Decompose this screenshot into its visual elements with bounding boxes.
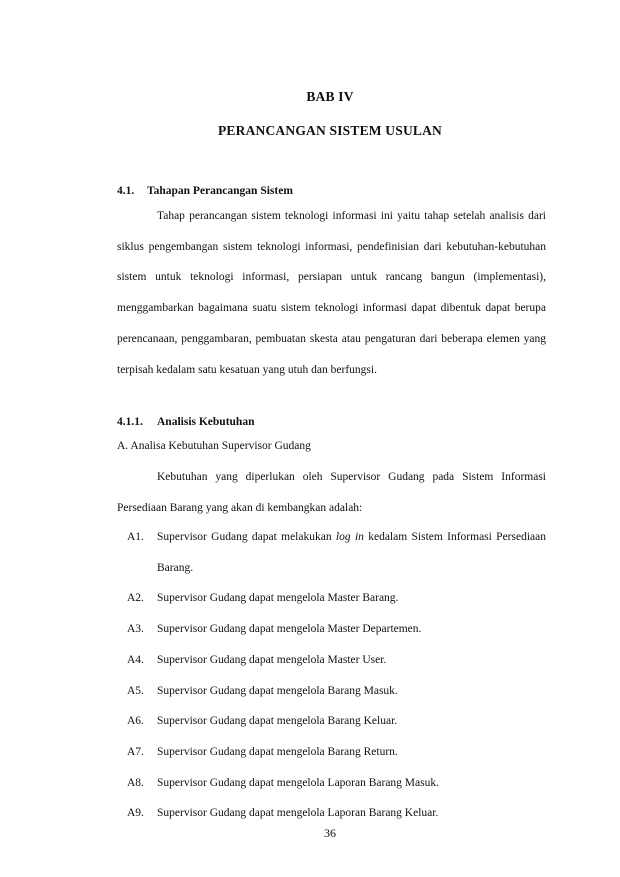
section-title: Tahapan Perancangan Sistem — [147, 185, 293, 197]
subsection-paragraph: Kebutuhan yang diperlukan oleh Supervisor Gudang pada Sistem Informasi Persediaan Barang yang akan di kembangkan adalah: — [117, 471, 546, 514]
list-item-text-main: Supervisor Gudang dapat mengelola Barang Keluar. — [157, 715, 398, 728]
list-item-label: A7. — [127, 745, 144, 758]
list-item-text-main: Supervisor Gudang dapat mengelola Master Departemen. — [157, 623, 422, 636]
subsection-number: 4.1.1. — [117, 416, 143, 428]
section-paragraph: Tahap perancangan sistem teknologi informasi ini yaitu tahap setelah analisis dari siklus pengembangan sistem teknologi informasi, pendefinisian dari kebutuhan-kebutuhan sistem untuk teknologi informasi, persiapan untuk rancang bangun (implementasi), menggambarkan bagaimana suatu sistem teknologi informasi dapat dibentuk dapat berupa perencanaan, penggambaran, pembuatan skesta atau pengaturan dari beberapa elemen yang terpisah kedalam satu kesatuan yang utuh dan berfungsi. — [117, 210, 546, 376]
page-number: 36 — [324, 826, 336, 840]
list-item-text-main: Supervisor Gudang dapat mengelola Barang Masuk. — [157, 684, 398, 697]
list-item — [117, 706, 546, 737]
list-item — [117, 614, 546, 645]
list-item-text-main: Supervisor Gudang dapat mengelola Laporan Barang Masuk. — [157, 776, 439, 789]
list-item-text-main: Supervisor Gudang dapat mengelola Barang Return. — [157, 745, 398, 758]
list-item-label: A6. — [127, 715, 144, 728]
section-heading-4-1 — [117, 185, 417, 201]
list-item-text — [157, 737, 546, 768]
list-item — [117, 583, 546, 614]
list-item-text-main: Supervisor Gudang dapat mengelola Master User. — [157, 653, 387, 666]
list-item-text — [157, 522, 546, 583]
list-item — [117, 768, 546, 799]
list-item-text — [157, 676, 546, 707]
list-item — [117, 798, 546, 829]
subsection-title: Analisis Kebutuhan — [157, 416, 255, 428]
list-item-text — [157, 645, 546, 676]
list-item-text-rest: kedalam Sistem Informasi Persediaan Barang. — [157, 531, 546, 574]
list-item-label: A3. — [127, 623, 144, 636]
list-item — [117, 522, 546, 583]
chapter-title: PERANCANGAN SISTEM USULAN — [217, 123, 443, 138]
list-item-label: A9. — [127, 807, 144, 820]
list-item-text — [157, 614, 546, 645]
list-item-label: A2. — [127, 592, 144, 605]
requirements-list — [117, 522, 546, 829]
list-item — [117, 645, 546, 676]
list-item-label: A4. — [127, 653, 144, 666]
list-item-text — [157, 768, 546, 799]
list-item-text-italic: log in — [335, 531, 364, 543]
list-item — [117, 737, 546, 768]
list-item-label: A1. — [127, 531, 144, 543]
list-item-text — [157, 583, 546, 614]
list-item-text-main: Supervisor Gudang dapat melakukan — [157, 531, 336, 543]
section-heading-4-1-1 — [117, 416, 417, 432]
list-item-label: A8. — [127, 776, 144, 789]
chapter-number: BAB IV — [306, 89, 354, 104]
list-item-text-main: Supervisor Gudang dapat mengelola Laporan Barang Keluar. — [157, 807, 439, 820]
list-item-text-main: Supervisor Gudang dapat mengelola Master Barang. — [157, 592, 399, 605]
list-item-text — [157, 798, 546, 829]
list-item — [117, 676, 546, 707]
subheading-a: A. Analisa Kebutuhan Supervisor Gudang — [117, 440, 311, 452]
section-number: 4.1. — [117, 185, 135, 197]
list-item-label: A5. — [127, 684, 144, 697]
list-item-text — [157, 706, 546, 737]
